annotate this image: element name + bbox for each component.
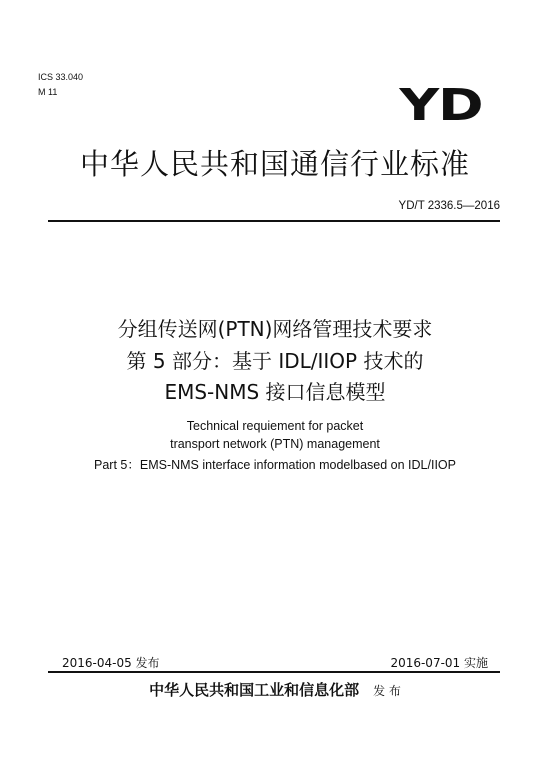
chinese-title-line-2: 第 5 部分：基于 IDL/IIOP 技术的	[126, 349, 424, 373]
publisher-name: 中华人民共和国工业和信息化部	[149, 681, 360, 699]
publisher-suffix: 发 布	[373, 684, 401, 698]
standard-title: 中华人民共和国通信行业标准	[79, 147, 470, 181]
standard-number: YD/T 2336.5—2016	[398, 200, 500, 212]
header-divider	[48, 220, 500, 222]
footer-divider	[48, 671, 500, 673]
yd-logo: YD	[399, 80, 482, 131]
publisher	[0, 679, 550, 700]
english-title-line-3: Part 5：EMS-NMS interface information modelbased on IDL/IIOP	[94, 458, 456, 472]
chinese-title-line-3: EMS-NMS 接口信息模型	[164, 380, 386, 404]
classification-code: M 11	[38, 87, 58, 97]
ics-code: ICS 33.040	[38, 72, 84, 82]
english-title-line-1: Technical requiement for packet	[186, 419, 364, 433]
issue-date: 2016-04-05 发布	[62, 656, 160, 670]
english-title-line-2: transport network (PTN) management	[170, 437, 380, 451]
chinese-title-line-1: 分组传送网(PTN)网络管理技术要求	[117, 317, 433, 341]
implementation-date: 2016-07-01 实施	[390, 656, 488, 670]
